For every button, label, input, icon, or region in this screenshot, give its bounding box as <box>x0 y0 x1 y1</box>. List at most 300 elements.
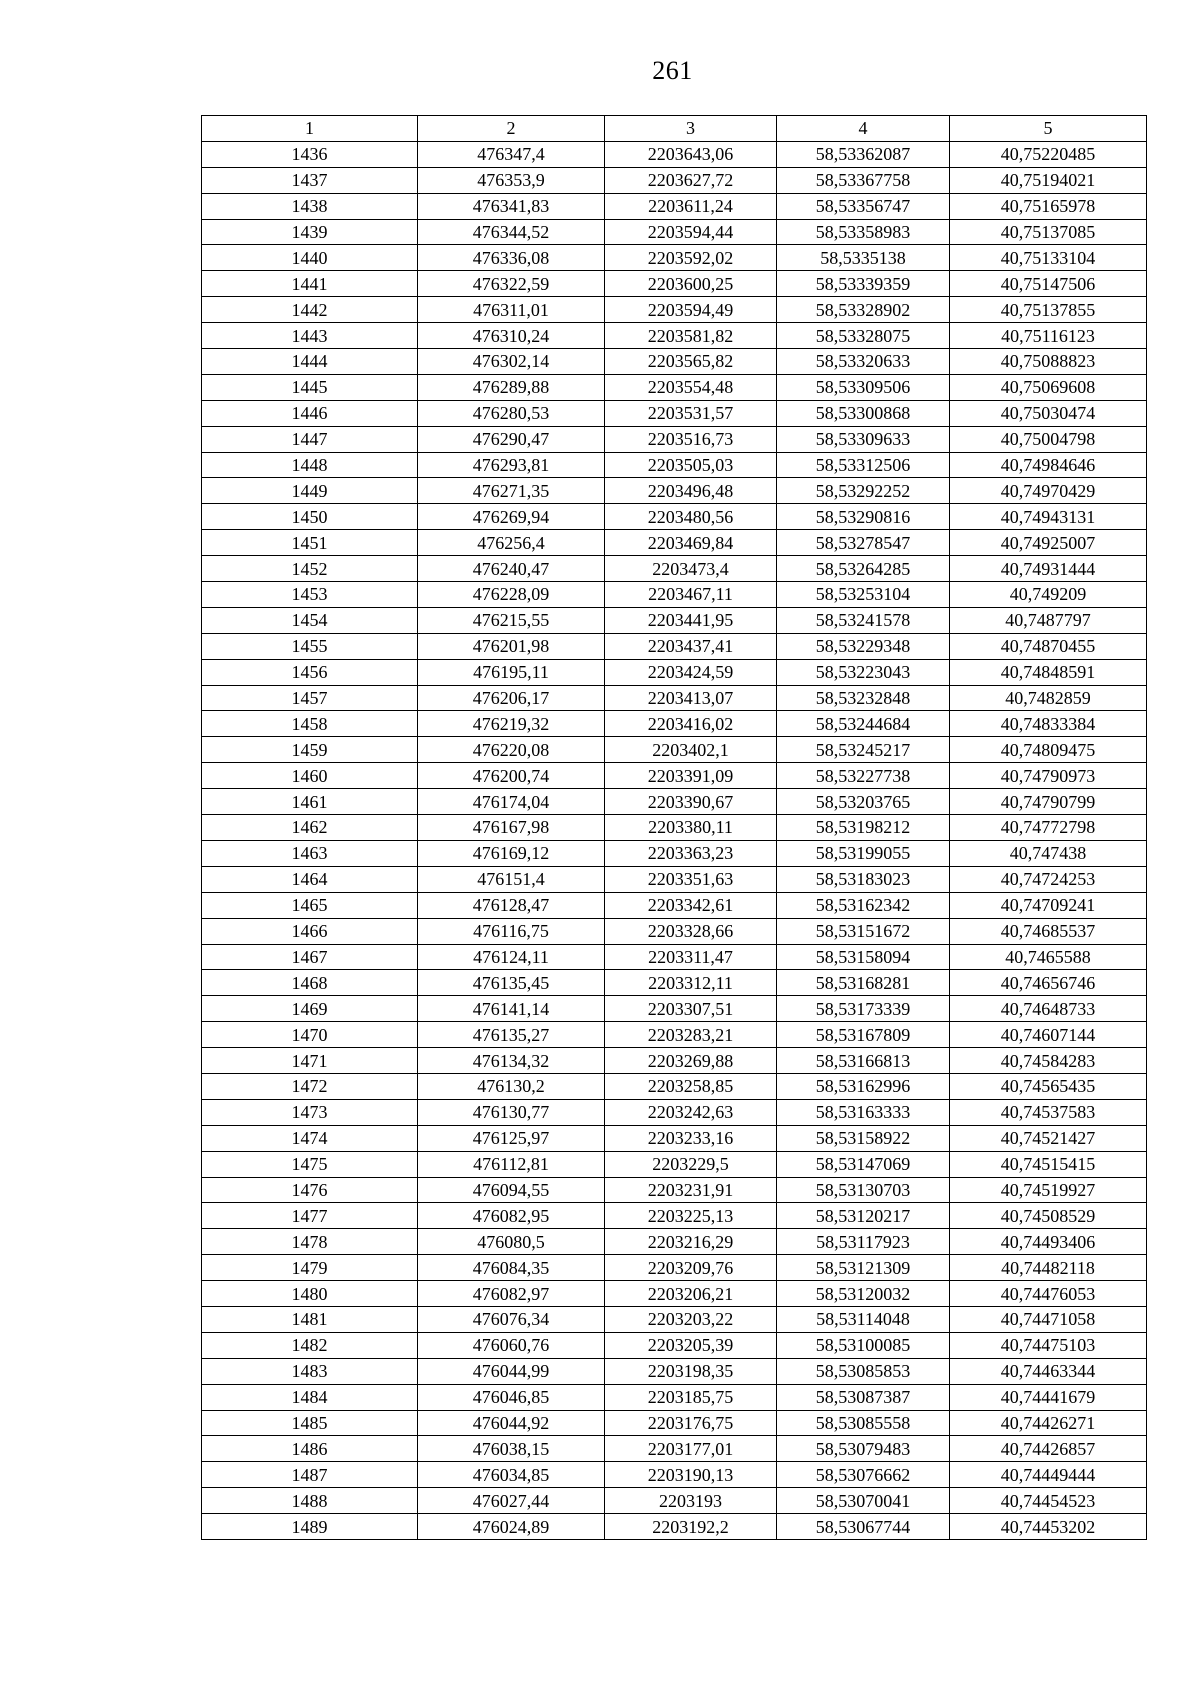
table-cell: 2203242,63 <box>605 1099 777 1125</box>
table-header-row <box>202 116 1147 142</box>
table-cell: 476167,98 <box>418 815 605 841</box>
table-cell: 2203437,41 <box>605 633 777 659</box>
table-cell: 1483 <box>202 1358 418 1384</box>
table-row <box>202 685 1147 711</box>
table-cell: 58,53320633 <box>777 349 950 375</box>
column-header: 5 <box>950 116 1147 142</box>
table-cell: 1438 <box>202 193 418 219</box>
table-cell: 476038,15 <box>418 1436 605 1462</box>
table-cell: 40,74848591 <box>950 659 1147 685</box>
table-row <box>202 1177 1147 1203</box>
table-body <box>202 141 1147 1539</box>
table-cell: 2203185,75 <box>605 1384 777 1410</box>
table-cell: 40,74515415 <box>950 1151 1147 1177</box>
table-cell: 58,53358983 <box>777 219 950 245</box>
table-cell: 2203424,59 <box>605 659 777 685</box>
table-cell: 40,74565435 <box>950 1073 1147 1099</box>
table-row <box>202 1358 1147 1384</box>
table-cell: 1441 <box>202 271 418 297</box>
table-cell: 2203205,39 <box>605 1332 777 1358</box>
table-cell: 40,74519927 <box>950 1177 1147 1203</box>
table-cell: 1464 <box>202 866 418 892</box>
table-cell: 476256,4 <box>418 530 605 556</box>
table-cell: 2203229,5 <box>605 1151 777 1177</box>
table-cell: 2203209,76 <box>605 1255 777 1281</box>
table-cell: 1461 <box>202 789 418 815</box>
table-cell: 476195,11 <box>418 659 605 685</box>
table-cell: 476302,14 <box>418 349 605 375</box>
table-cell: 40,74463344 <box>950 1358 1147 1384</box>
table-row <box>202 1462 1147 1488</box>
table-cell: 58,53328075 <box>777 323 950 349</box>
table-cell: 1451 <box>202 530 418 556</box>
table-cell: 476084,35 <box>418 1255 605 1281</box>
table-cell: 40,75147506 <box>950 271 1147 297</box>
table-cell: 40,75137085 <box>950 219 1147 245</box>
table-cell: 40,74453202 <box>950 1514 1147 1540</box>
table-cell: 2203233,16 <box>605 1125 777 1151</box>
column-header: 2 <box>418 116 605 142</box>
table-cell: 58,53367758 <box>777 167 950 193</box>
table-cell: 40,74475103 <box>950 1332 1147 1358</box>
table-cell: 2203581,82 <box>605 323 777 349</box>
table-cell: 58,53244684 <box>777 711 950 737</box>
table-cell: 2203176,75 <box>605 1410 777 1436</box>
table-row <box>202 556 1147 582</box>
table-cell: 58,53070041 <box>777 1488 950 1514</box>
table-row <box>202 504 1147 530</box>
table-cell: 476322,59 <box>418 271 605 297</box>
table-cell: 40,75137855 <box>950 297 1147 323</box>
table-cell: 1446 <box>202 400 418 426</box>
table-cell: 58,53117923 <box>777 1229 950 1255</box>
table-cell: 476046,85 <box>418 1384 605 1410</box>
table-row <box>202 918 1147 944</box>
table-cell: 1488 <box>202 1488 418 1514</box>
table-cell: 58,53300868 <box>777 400 950 426</box>
table-cell: 1476 <box>202 1177 418 1203</box>
table-cell: 476080,5 <box>418 1229 605 1255</box>
table-cell: 2203380,11 <box>605 815 777 841</box>
table-cell: 40,74508529 <box>950 1203 1147 1229</box>
table-cell: 476290,47 <box>418 426 605 452</box>
table-cell: 40,74984646 <box>950 452 1147 478</box>
table-cell: 58,53162996 <box>777 1073 950 1099</box>
table-cell: 58,53241578 <box>777 607 950 633</box>
table-row <box>202 1073 1147 1099</box>
table-cell: 1447 <box>202 426 418 452</box>
table-cell: 476034,85 <box>418 1462 605 1488</box>
table-cell: 58,53309506 <box>777 374 950 400</box>
table-cell: 476353,9 <box>418 167 605 193</box>
table-cell: 2203531,57 <box>605 400 777 426</box>
table-cell: 2203192,2 <box>605 1514 777 1540</box>
table-cell: 1450 <box>202 504 418 530</box>
table-cell: 40,75133104 <box>950 245 1147 271</box>
table-cell: 476220,08 <box>418 737 605 763</box>
table-cell: 476215,55 <box>418 607 605 633</box>
table-cell: 40,74493406 <box>950 1229 1147 1255</box>
table-cell: 58,53292252 <box>777 478 950 504</box>
table-cell: 476076,34 <box>418 1306 605 1332</box>
table-row <box>202 297 1147 323</box>
table-cell: 40,7465588 <box>950 944 1147 970</box>
table-cell: 40,75165978 <box>950 193 1147 219</box>
table-cell: 40,74521427 <box>950 1125 1147 1151</box>
table-cell: 476310,24 <box>418 323 605 349</box>
table-cell: 40,74685537 <box>950 918 1147 944</box>
table-cell: 2203643,06 <box>605 141 777 167</box>
table-row <box>202 323 1147 349</box>
table-row <box>202 607 1147 633</box>
table-cell: 40,75004798 <box>950 426 1147 452</box>
table-row <box>202 1099 1147 1125</box>
table-cell: 476044,92 <box>418 1410 605 1436</box>
table-cell: 2203258,85 <box>605 1073 777 1099</box>
table-cell: 476311,01 <box>418 297 605 323</box>
table-cell: 1463 <box>202 840 418 866</box>
table-cell: 476341,83 <box>418 193 605 219</box>
table-cell: 1480 <box>202 1281 418 1307</box>
table-cell: 2203594,49 <box>605 297 777 323</box>
table-cell: 2203469,84 <box>605 530 777 556</box>
table-row <box>202 1514 1147 1540</box>
table-cell: 40,74454523 <box>950 1488 1147 1514</box>
table-cell: 58,53198212 <box>777 815 950 841</box>
table-row <box>202 1255 1147 1281</box>
table-cell: 58,53309633 <box>777 426 950 452</box>
table-cell: 2203231,91 <box>605 1177 777 1203</box>
table-cell: 476206,17 <box>418 685 605 711</box>
table-cell: 2203216,29 <box>605 1229 777 1255</box>
table-cell: 58,53130703 <box>777 1177 950 1203</box>
table-cell: 476344,52 <box>418 219 605 245</box>
table-cell: 476240,47 <box>418 556 605 582</box>
table-cell: 2203592,02 <box>605 245 777 271</box>
table-cell: 40,74943131 <box>950 504 1147 530</box>
table-cell: 2203225,13 <box>605 1203 777 1229</box>
table-cell: 40,74584283 <box>950 1048 1147 1074</box>
table-cell: 476200,74 <box>418 763 605 789</box>
table-cell: 2203413,07 <box>605 685 777 711</box>
table-cell: 1442 <box>202 297 418 323</box>
table-cell: 40,75030474 <box>950 400 1147 426</box>
table-cell: 2203190,13 <box>605 1462 777 1488</box>
table-row <box>202 866 1147 892</box>
table-cell: 1443 <box>202 323 418 349</box>
table-row <box>202 1488 1147 1514</box>
table-cell: 40,74790973 <box>950 763 1147 789</box>
table-cell: 1460 <box>202 763 418 789</box>
table-cell: 476094,55 <box>418 1177 605 1203</box>
table-cell: 58,53079483 <box>777 1436 950 1462</box>
table-cell: 58,53100085 <box>777 1332 950 1358</box>
table-cell: 2203283,21 <box>605 1022 777 1048</box>
table-cell: 40,74870455 <box>950 633 1147 659</box>
table-row <box>202 1436 1147 1462</box>
table-row <box>202 349 1147 375</box>
table-cell: 476134,32 <box>418 1048 605 1074</box>
table-cell: 476271,35 <box>418 478 605 504</box>
table-cell: 58,53087387 <box>777 1384 950 1410</box>
table-cell: 476280,53 <box>418 400 605 426</box>
table-cell: 476082,97 <box>418 1281 605 1307</box>
table-cell: 1445 <box>202 374 418 400</box>
table-cell: 2203363,23 <box>605 840 777 866</box>
table-cell: 58,53168281 <box>777 970 950 996</box>
table-cell: 58,53114048 <box>777 1306 950 1332</box>
table-cell: 476336,08 <box>418 245 605 271</box>
table-cell: 2203473,4 <box>605 556 777 582</box>
table-row <box>202 245 1147 271</box>
table-cell: 58,53264285 <box>777 556 950 582</box>
table-cell: 40,74724253 <box>950 866 1147 892</box>
table-cell: 1462 <box>202 815 418 841</box>
table-cell: 2203177,01 <box>605 1436 777 1462</box>
table-row <box>202 840 1147 866</box>
table-cell: 1436 <box>202 141 418 167</box>
table-cell: 1437 <box>202 167 418 193</box>
table-cell: 58,5335138 <box>777 245 950 271</box>
table-row <box>202 219 1147 245</box>
table-cell: 1474 <box>202 1125 418 1151</box>
table-cell: 2203198,35 <box>605 1358 777 1384</box>
table-cell: 1479 <box>202 1255 418 1281</box>
table-cell: 2203627,72 <box>605 167 777 193</box>
table-cell: 40,74482118 <box>950 1255 1147 1281</box>
table-cell: 58,53183023 <box>777 866 950 892</box>
table-row <box>202 1151 1147 1177</box>
table-row <box>202 374 1147 400</box>
table-row <box>202 815 1147 841</box>
table-cell: 2203312,11 <box>605 970 777 996</box>
table-cell: 58,53339359 <box>777 271 950 297</box>
table-cell: 1481 <box>202 1306 418 1332</box>
table-cell: 1459 <box>202 737 418 763</box>
table-cell: 58,53223043 <box>777 659 950 685</box>
table-row <box>202 271 1147 297</box>
table-cell: 476269,94 <box>418 504 605 530</box>
table-row <box>202 659 1147 685</box>
column-header: 4 <box>777 116 950 142</box>
table-cell: 476024,89 <box>418 1514 605 1540</box>
table-cell: 40,74925007 <box>950 530 1147 556</box>
table-cell: 40,74648733 <box>950 996 1147 1022</box>
table-cell: 476130,77 <box>418 1099 605 1125</box>
table-cell: 476116,75 <box>418 918 605 944</box>
table-row <box>202 892 1147 918</box>
table-cell: 2203516,73 <box>605 426 777 452</box>
table-cell: 58,53290816 <box>777 504 950 530</box>
table-cell: 58,53328902 <box>777 297 950 323</box>
table-cell: 1452 <box>202 556 418 582</box>
table-row <box>202 633 1147 659</box>
table-row <box>202 1306 1147 1332</box>
table-cell: 1489 <box>202 1514 418 1540</box>
table-cell: 1455 <box>202 633 418 659</box>
table-cell: 2203600,25 <box>605 271 777 297</box>
table-cell: 58,53067744 <box>777 1514 950 1540</box>
table-cell: 1467 <box>202 944 418 970</box>
table-row <box>202 944 1147 970</box>
table-cell: 1477 <box>202 1203 418 1229</box>
table-cell: 58,53203765 <box>777 789 950 815</box>
table-cell: 40,74931444 <box>950 556 1147 582</box>
table-cell: 58,53173339 <box>777 996 950 1022</box>
table-row <box>202 1125 1147 1151</box>
table-cell: 1456 <box>202 659 418 685</box>
table-cell: 476201,98 <box>418 633 605 659</box>
table-cell: 1454 <box>202 607 418 633</box>
table-cell: 2203307,51 <box>605 996 777 1022</box>
table-cell: 2203565,82 <box>605 349 777 375</box>
table-cell: 1478 <box>202 1229 418 1255</box>
table-cell: 40,74607144 <box>950 1022 1147 1048</box>
table-cell: 1440 <box>202 245 418 271</box>
table-cell: 40,74772798 <box>950 815 1147 841</box>
table-row <box>202 970 1147 996</box>
column-header: 1 <box>202 116 418 142</box>
table-cell: 476060,76 <box>418 1332 605 1358</box>
table-cell: 2203328,66 <box>605 918 777 944</box>
table-cell: 40,75088823 <box>950 349 1147 375</box>
table-cell: 476141,14 <box>418 996 605 1022</box>
table-cell: 58,53151672 <box>777 918 950 944</box>
page-number: 261 <box>652 56 693 85</box>
table-cell: 1449 <box>202 478 418 504</box>
table-cell: 40,74476053 <box>950 1281 1147 1307</box>
table-cell: 40,74656746 <box>950 970 1147 996</box>
table-cell: 476169,12 <box>418 840 605 866</box>
table-cell: 40,74790799 <box>950 789 1147 815</box>
table-row <box>202 400 1147 426</box>
table-cell: 476151,4 <box>418 866 605 892</box>
table-cell: 40,74449444 <box>950 1462 1147 1488</box>
table-cell: 58,53199055 <box>777 840 950 866</box>
table-cell: 2203203,22 <box>605 1306 777 1332</box>
table-cell: 476128,47 <box>418 892 605 918</box>
table-cell: 40,74471058 <box>950 1306 1147 1332</box>
table-cell: 58,53162342 <box>777 892 950 918</box>
table-row <box>202 1384 1147 1410</box>
table-row <box>202 763 1147 789</box>
table-cell: 476135,45 <box>418 970 605 996</box>
table-cell: 1486 <box>202 1436 418 1462</box>
table-cell: 1465 <box>202 892 418 918</box>
table-cell: 40,74809475 <box>950 737 1147 763</box>
table-cell: 58,53158094 <box>777 944 950 970</box>
table-cell: 58,53121309 <box>777 1255 950 1281</box>
table-cell: 1448 <box>202 452 418 478</box>
table-cell: 476082,95 <box>418 1203 605 1229</box>
table-row <box>202 737 1147 763</box>
table-cell: 1453 <box>202 582 418 608</box>
table-cell: 40,74441679 <box>950 1384 1147 1410</box>
table-row <box>202 193 1147 219</box>
table-row <box>202 582 1147 608</box>
table-cell: 1475 <box>202 1151 418 1177</box>
table-row <box>202 426 1147 452</box>
table-cell: 2203505,03 <box>605 452 777 478</box>
table-cell: 476044,99 <box>418 1358 605 1384</box>
table-cell: 58,53147069 <box>777 1151 950 1177</box>
table-row <box>202 141 1147 167</box>
table-cell: 2203496,48 <box>605 478 777 504</box>
table-cell: 2203441,95 <box>605 607 777 633</box>
table-cell: 58,53085558 <box>777 1410 950 1436</box>
table-cell: 476174,04 <box>418 789 605 815</box>
table-cell: 40,749209 <box>950 582 1147 608</box>
table-cell: 40,75220485 <box>950 141 1147 167</box>
table-cell: 58,53245217 <box>777 737 950 763</box>
table-row <box>202 1281 1147 1307</box>
table-cell: 476228,09 <box>418 582 605 608</box>
table-cell: 58,53253104 <box>777 582 950 608</box>
table-row <box>202 1022 1147 1048</box>
table-cell: 58,53166813 <box>777 1048 950 1074</box>
table-cell: 2203342,61 <box>605 892 777 918</box>
table-cell: 1472 <box>202 1073 418 1099</box>
table-cell: 476219,32 <box>418 711 605 737</box>
table-cell: 58,53362087 <box>777 141 950 167</box>
table-cell: 476289,88 <box>418 374 605 400</box>
table-cell: 476347,4 <box>418 141 605 167</box>
table-cell: 58,53356747 <box>777 193 950 219</box>
table-cell: 2203480,56 <box>605 504 777 530</box>
table-cell: 58,53227738 <box>777 763 950 789</box>
table-row <box>202 789 1147 815</box>
table-cell: 2203402,1 <box>605 737 777 763</box>
table-cell: 1469 <box>202 996 418 1022</box>
table-cell: 1473 <box>202 1099 418 1125</box>
table-cell: 2203594,44 <box>605 219 777 245</box>
table-cell: 476124,11 <box>418 944 605 970</box>
table-cell: 40,74970429 <box>950 478 1147 504</box>
table-row <box>202 478 1147 504</box>
table-cell: 58,53232848 <box>777 685 950 711</box>
table-row <box>202 996 1147 1022</box>
table-cell: 2203269,88 <box>605 1048 777 1074</box>
table-cell: 476125,97 <box>418 1125 605 1151</box>
table-cell: 58,53158922 <box>777 1125 950 1151</box>
table-cell: 1470 <box>202 1022 418 1048</box>
table-cell: 1439 <box>202 219 418 245</box>
table-cell: 58,53312506 <box>777 452 950 478</box>
table-row <box>202 530 1147 556</box>
table-cell: 40,74426857 <box>950 1436 1147 1462</box>
table-cell: 2203390,67 <box>605 789 777 815</box>
table-cell: 476293,81 <box>418 452 605 478</box>
table-cell: 2203311,47 <box>605 944 777 970</box>
table-cell: 2203416,02 <box>605 711 777 737</box>
table-row <box>202 1203 1147 1229</box>
table-cell: 1466 <box>202 918 418 944</box>
coordinates-table <box>201 115 1147 1540</box>
table-row <box>202 1332 1147 1358</box>
table-cell: 1444 <box>202 349 418 375</box>
column-header: 3 <box>605 116 777 142</box>
table-row <box>202 452 1147 478</box>
table-cell: 40,75069608 <box>950 374 1147 400</box>
table-row <box>202 1048 1147 1074</box>
table-cell: 1484 <box>202 1384 418 1410</box>
table-cell: 40,7487797 <box>950 607 1147 633</box>
table-row <box>202 711 1147 737</box>
table-cell: 58,53167809 <box>777 1022 950 1048</box>
table-cell: 2203206,21 <box>605 1281 777 1307</box>
table-cell: 2203611,24 <box>605 193 777 219</box>
table-cell: 1457 <box>202 685 418 711</box>
